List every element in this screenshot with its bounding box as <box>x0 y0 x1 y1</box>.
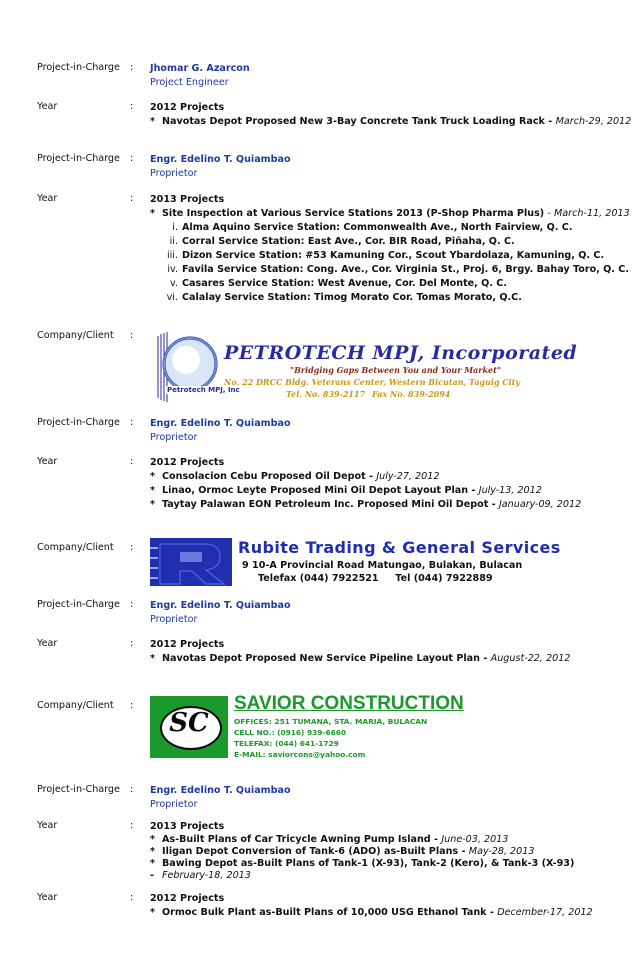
project-item: * Taytay Palawan EON Petroleum Inc. Proposed Mini Oil Depot - January-09, 2012 <box>150 499 582 510</box>
colon: : <box>130 820 134 831</box>
savior-telefax: TELEFAX: (044) 641-1729 <box>234 739 339 748</box>
project-item: * Linao, Ormoc Leyte Proposed Mini Oil Depot Layout Plan - July-13, 2012 <box>150 485 542 496</box>
colon: : <box>130 417 134 428</box>
project-item: * Consolacion Cebu Proposed Oil Depot - July-27, 2012 <box>150 471 440 482</box>
label-year: Year <box>37 193 58 204</box>
label-project-in-charge: Project-in-Charge <box>37 62 120 73</box>
project-item: * Navotas Depot Proposed New 3-Bay Concrete Tank Truck Loading Rack - March-29, 2012 <box>150 116 632 127</box>
rubite-name: Rubite Trading & General Services <box>238 538 561 557</box>
label-project-in-charge: Project-in-Charge <box>37 417 120 428</box>
savior-badge <box>150 696 228 758</box>
petrotech-tagline: "Bridging Gaps Between You and Your Market" <box>290 365 501 375</box>
petrotech-name: PETROTECH MPJ, Incorporated <box>224 342 578 364</box>
pic-title: Proprietor <box>150 432 198 443</box>
pic-name: Engr. Edelino T. Quiambao <box>150 154 291 165</box>
colon: : <box>130 62 134 73</box>
sub-item: iv. Favila Service Station: Cong. Ave., Cor. Virginia St., Proj. 6, Brgy. Bahay Toro, Q. C. <box>167 264 629 275</box>
sub-item: ii. Corral Service Station: East Ave., Cor. BIR Road, Piñaha, Q. C. <box>169 236 515 247</box>
colon: : <box>130 892 134 903</box>
label-company-client: Company/Client <box>37 542 114 553</box>
savior-monogram: SC <box>169 708 209 738</box>
savior-offices: OFFICES: 251 TUMANA, STA. MARIA, BULACAN <box>234 717 428 726</box>
colon: : <box>130 784 134 795</box>
label-project-in-charge: Project-in-Charge <box>37 599 120 610</box>
globe-caption: Petrotech MPJ, Inc <box>167 386 240 394</box>
sub-item: v. Casares Service Station: West Avenue, Cor. Del Monte, Q. C. <box>170 278 507 289</box>
pic-title: Proprietor <box>150 799 198 810</box>
sub-item: vi. Calalay Service Station: Timog Morato Cor. Tomas Morato, Q.C. <box>166 292 522 303</box>
rubite-phones: Telefax (044) 7922521 Tel (044) 7922889 <box>258 573 493 584</box>
sub-item: i. Alma Aquino Service Station: Commonwealth Ave., North Fairview, Q. C. <box>172 222 573 233</box>
petrotech-fax: Fax No. 839-2094 <box>372 389 451 399</box>
label-year: Year <box>37 456 58 467</box>
label-year: Year <box>37 820 58 831</box>
savior-name: SAVIOR CONSTRUCTION <box>234 693 464 714</box>
pic-name: Engr. Edelino T. Quiambao <box>150 418 291 429</box>
savior-logo <box>150 693 480 763</box>
colon: : <box>130 456 134 467</box>
colon: : <box>130 153 134 164</box>
year-header: 2013 Projects <box>150 194 225 205</box>
label-year: Year <box>37 101 58 112</box>
sub-item: iii. Dizon Service Station: #53 Kamuning Cor., Scout Ybardolaza, Kamuning, Q. C. <box>166 250 605 261</box>
rubite-address: 9 10-A Provincial Road Matungao, Bulakan, Bulacan <box>242 560 523 571</box>
rubite-logo <box>150 538 580 588</box>
petrotech-logo <box>152 332 578 404</box>
year-header: 2012 Projects <box>150 102 225 113</box>
pic-name: Jhomar G. Azarcon <box>150 63 250 74</box>
project-item: * Bawing Depot as-Built Plans of Tank-1 (X-93), Tank-2 (Kero), & Tank-3 (X-93) <box>150 858 575 869</box>
pic-title: Proprietor <box>150 614 198 625</box>
pic-name: Engr. Edelino T. Quiambao <box>150 785 291 796</box>
rubite-r-icon <box>150 538 232 586</box>
colon: : <box>130 101 134 112</box>
pic-name: Engr. Edelino T. Quiambao <box>150 600 291 611</box>
savior-email: E-MAIL: saviorcons@yahoo.com <box>234 750 366 759</box>
savior-cell: CELL NO.: (0916) 939-6660 <box>234 728 347 737</box>
year-header: 2012 Projects <box>150 639 225 650</box>
petrotech-tel: Tel. No. 839-2117 <box>286 389 366 399</box>
colon: : <box>130 599 134 610</box>
pic-title: Proprietor <box>150 168 198 179</box>
project-item: * Site Inspection at Various Service Stations 2013 (P-Shop Pharma Plus) - March-11, 2013 <box>150 208 630 219</box>
colon: : <box>130 700 134 711</box>
pic-title: Project Engineer <box>150 77 229 88</box>
project-item: * Navotas Depot Proposed New Service Pipeline Layout Plan - August-22, 2012 <box>150 653 571 664</box>
project-item: * Ormoc Bulk Plant as-Built Plans of 10,000 USG Ethanol Tank - December-17, 2012 <box>150 907 593 918</box>
year-header: 2013 Projects <box>150 821 225 832</box>
label-year: Year <box>37 892 58 903</box>
label-company-client: Company/Client <box>37 330 114 341</box>
colon: : <box>130 330 134 341</box>
year-header: 2012 Projects <box>150 893 225 904</box>
project-item-continuation: - February-18, 2013 <box>150 870 251 881</box>
label-company-client: Company/Client <box>37 700 114 711</box>
petrotech-address: No. 22 DRCC Bldg. Veterans Center, Western Bicutan, Taguig City <box>224 377 521 387</box>
project-item: * Iligan Depot Conversion of Tank-6 (ADO) as-Built Plans - May-28, 2013 <box>150 846 535 857</box>
label-project-in-charge: Project-in-Charge <box>37 784 120 795</box>
colon: : <box>130 638 134 649</box>
year-header: 2012 Projects <box>150 457 225 468</box>
colon: : <box>130 542 134 553</box>
project-item: * As-Built Plans of Car Tricycle Awning Pump Island - June-03, 2013 <box>150 834 509 845</box>
colon: : <box>130 193 134 204</box>
label-project-in-charge: Project-in-Charge <box>37 153 120 164</box>
label-year: Year <box>37 638 58 649</box>
